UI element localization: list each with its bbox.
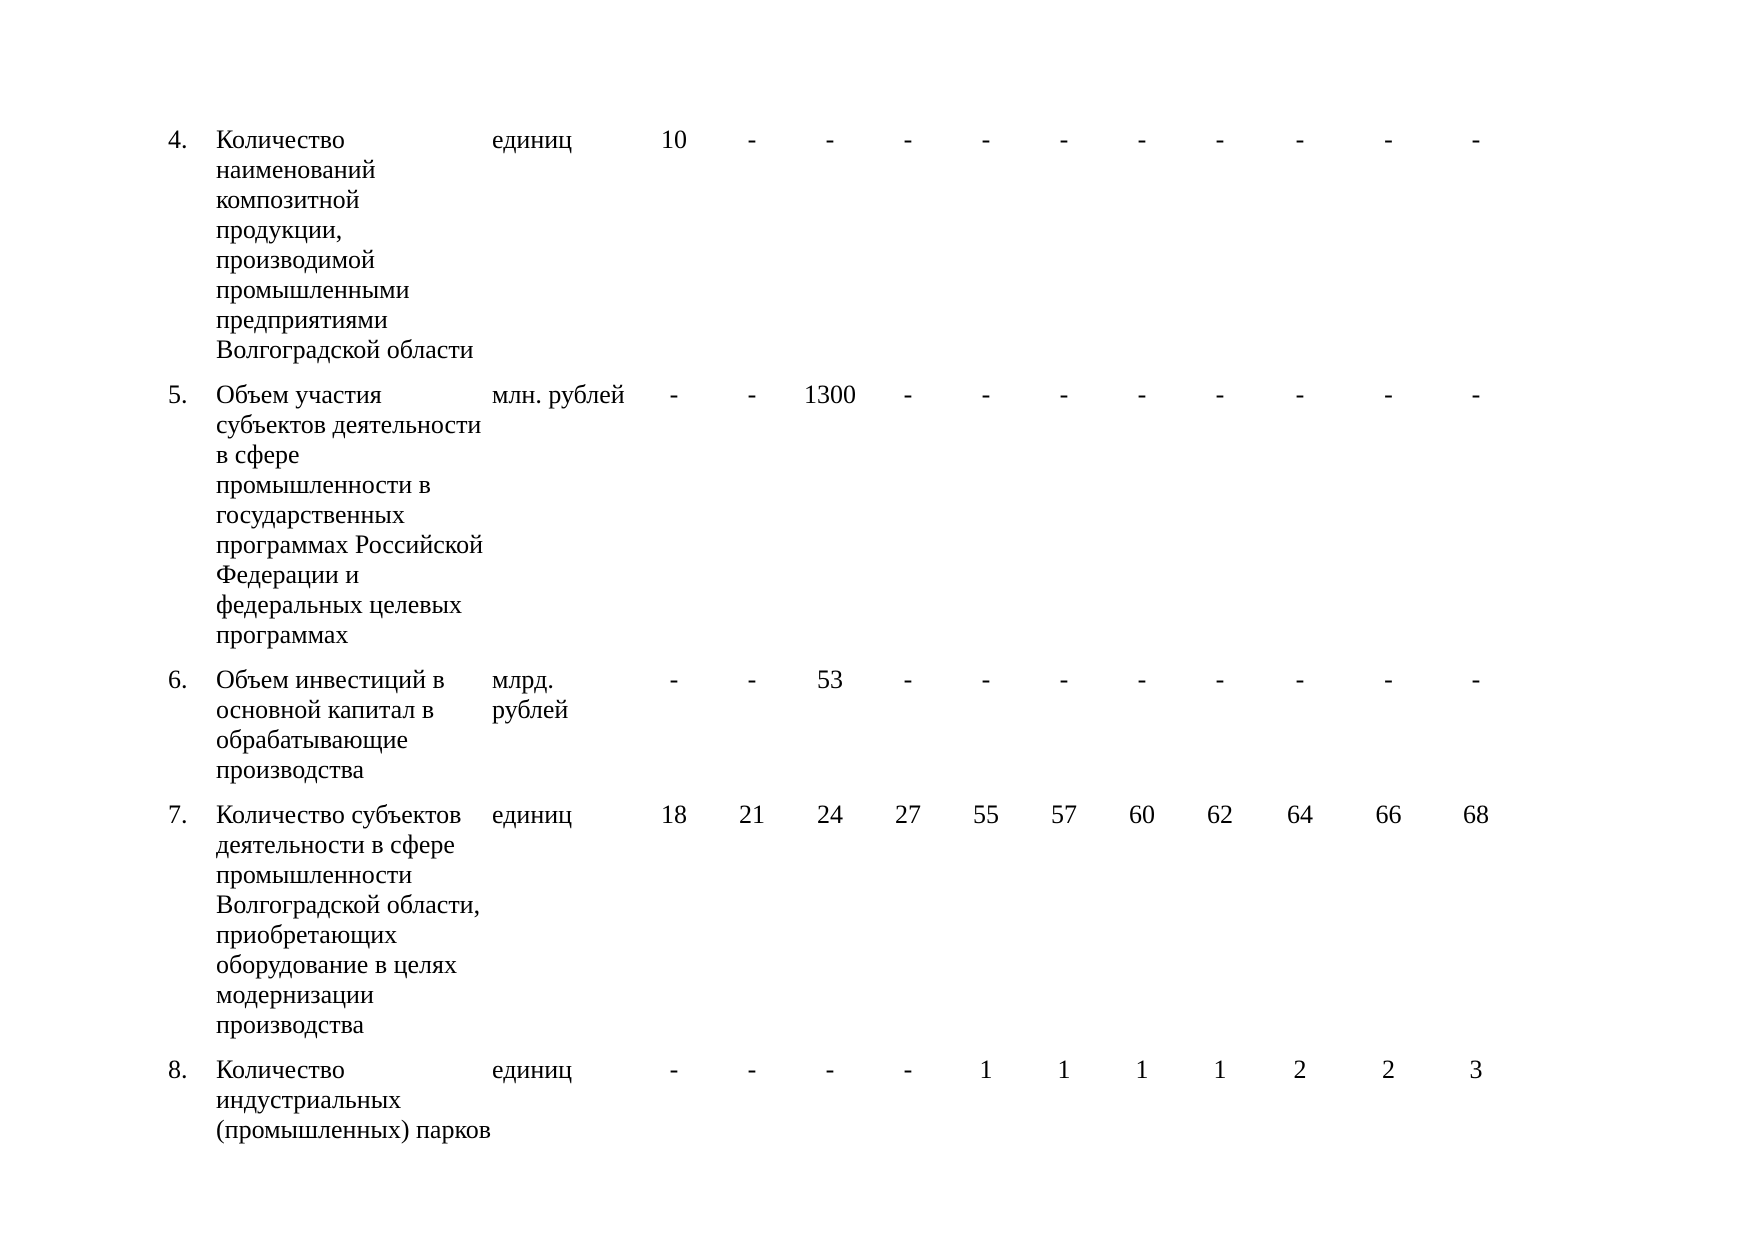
indicator-name: Объем участия субъектов деятельности в сфере промышленности в государственных программах Российской Федерации и федеральных целевых программах bbox=[216, 380, 484, 649]
value-cell: - bbox=[1137, 665, 1147, 694]
value-cell: 1 bbox=[979, 1055, 993, 1084]
unit-line: млн. рублей bbox=[492, 380, 625, 409]
value-cell: 1 bbox=[1135, 1055, 1149, 1084]
value-cell: - bbox=[1215, 125, 1225, 154]
value-cell: - bbox=[747, 1055, 757, 1084]
value-cell: - bbox=[1059, 380, 1069, 409]
unit-line: единиц bbox=[492, 125, 573, 154]
row-number: 6. bbox=[168, 665, 188, 694]
unit-line: единиц bbox=[492, 800, 573, 829]
row-number: 5. bbox=[168, 380, 188, 409]
indicator-name: Количество индустриальных (промышленных) парков bbox=[216, 1055, 492, 1144]
value-cell: - bbox=[747, 125, 757, 154]
value-cell: - bbox=[1471, 665, 1481, 694]
value-cell: 1300 bbox=[804, 380, 856, 409]
value-cell: 1 bbox=[1213, 1055, 1227, 1084]
value-cell: - bbox=[1384, 380, 1393, 409]
unit-line: единиц bbox=[492, 1055, 573, 1084]
value-cell: - bbox=[747, 380, 757, 409]
value-cell: - bbox=[825, 1055, 835, 1084]
unit-cell bbox=[492, 665, 635, 800]
value-cell: 2 bbox=[1293, 1055, 1307, 1084]
value-cell: 1 bbox=[1057, 1055, 1071, 1084]
value-cell: - bbox=[669, 665, 679, 694]
value-cell: 18 bbox=[661, 800, 687, 829]
value-cell: - bbox=[1384, 125, 1393, 154]
unit-line: млрд. bbox=[492, 665, 554, 694]
unit-cell bbox=[492, 800, 635, 1055]
indicator-name: Количество субъектов деятельности в сфере промышленности Волгоградской области, приобретающих оборудование в целях модернизации производства bbox=[216, 800, 481, 1039]
value-cell: - bbox=[747, 665, 757, 694]
value-cell: 27 bbox=[895, 800, 921, 829]
value-cell: - bbox=[1384, 665, 1393, 694]
table-row bbox=[168, 800, 1516, 1055]
value-cell: 66 bbox=[1375, 800, 1402, 829]
value-cell: 68 bbox=[1463, 800, 1489, 829]
value-cell: - bbox=[669, 1055, 679, 1084]
value-cell: 60 bbox=[1129, 800, 1155, 829]
value-cell: 53 bbox=[817, 665, 843, 694]
table-row bbox=[168, 1055, 1516, 1160]
unit-line: рублей bbox=[492, 695, 569, 724]
value-cell: 10 bbox=[661, 125, 687, 154]
value-cell: - bbox=[669, 380, 679, 409]
table-row bbox=[168, 125, 1516, 380]
value-cell: 24 bbox=[817, 800, 843, 829]
value-cell: - bbox=[903, 380, 913, 409]
value-cell: 2 bbox=[1382, 1055, 1395, 1084]
unit-cell bbox=[492, 125, 635, 380]
row-number: 7. bbox=[168, 800, 188, 829]
value-cell: 62 bbox=[1207, 800, 1233, 829]
value-cell: - bbox=[981, 125, 991, 154]
value-cell: - bbox=[1215, 665, 1225, 694]
indicators-table-body bbox=[168, 125, 1516, 1160]
value-cell: - bbox=[1137, 125, 1147, 154]
value-cell: - bbox=[1471, 125, 1481, 154]
value-cell: 57 bbox=[1051, 800, 1077, 829]
value-cell: - bbox=[1295, 125, 1305, 154]
row-number: 4. bbox=[168, 125, 188, 154]
table-row bbox=[168, 380, 1516, 665]
value-cell: - bbox=[1137, 380, 1147, 409]
value-cell: - bbox=[981, 665, 991, 694]
indicator-name: Объем инвестиций в основной капитал в обрабатывающие производства bbox=[216, 665, 445, 784]
value-cell: 55 bbox=[973, 800, 999, 829]
table-row bbox=[168, 665, 1516, 800]
value-cell: - bbox=[1295, 380, 1305, 409]
value-cell: - bbox=[1215, 380, 1225, 409]
value-cell: - bbox=[903, 665, 913, 694]
value-cell: 64 bbox=[1287, 800, 1313, 829]
indicator-name: Количество наименований композитной продукции, производимой промышленными предприятиями Волгоградской области bbox=[216, 125, 474, 364]
value-cell: - bbox=[1295, 665, 1305, 694]
value-cell: 21 bbox=[739, 800, 765, 829]
value-cell: - bbox=[981, 380, 991, 409]
value-cell: 3 bbox=[1469, 1055, 1483, 1084]
unit-cell bbox=[492, 380, 635, 665]
value-cell: - bbox=[903, 125, 913, 154]
value-cell: - bbox=[1059, 665, 1069, 694]
value-cell: - bbox=[903, 1055, 913, 1084]
unit-cell bbox=[492, 1055, 635, 1160]
value-cell: - bbox=[1059, 125, 1069, 154]
value-cell: - bbox=[825, 125, 835, 154]
indicators-table bbox=[168, 125, 1516, 1160]
row-number: 8. bbox=[168, 1055, 188, 1084]
value-cell: - bbox=[1471, 380, 1481, 409]
